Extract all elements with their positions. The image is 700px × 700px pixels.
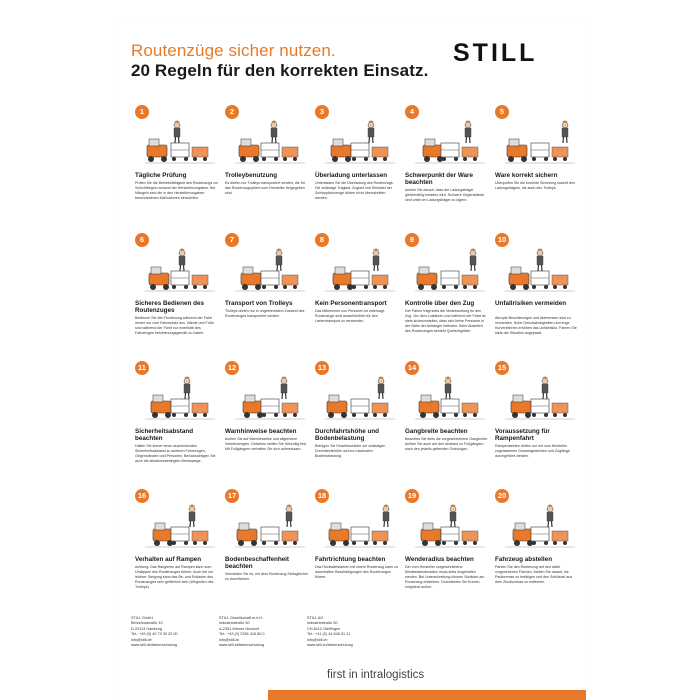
rule-illustration bbox=[407, 109, 487, 171]
rule-text: Achten Sie auf Warnhinweise und allgemeine Verkehrsregeln. Gefahren stellen Sie frühzeitig fest. Mit Fußgängern verhalten Sie sich aufmerksam. bbox=[225, 437, 308, 451]
rule-illustration bbox=[227, 365, 307, 427]
rule-title: Schwerpunkt der Ware beachten bbox=[405, 172, 473, 187]
rule-card bbox=[131, 489, 221, 617]
rule-illustration bbox=[497, 237, 577, 299]
address-link[interactable]: www.still.at/fahrerschulung bbox=[219, 643, 264, 648]
rule-card bbox=[401, 233, 491, 361]
address-link[interactable]: www.still.ch/fahrerschulung bbox=[307, 643, 353, 648]
rule-title: Fahrzeug abstellen bbox=[495, 556, 553, 563]
rule-title: Sicherheitsabstand beachten bbox=[135, 428, 194, 443]
rule-illustration bbox=[227, 237, 307, 299]
address-column bbox=[307, 616, 392, 648]
rule-number-badge: 20 bbox=[495, 489, 509, 503]
rule-number-badge: 15 bbox=[495, 361, 509, 375]
rule-number-badge: 9 bbox=[405, 233, 419, 247]
rule-number-badge: 13 bbox=[315, 361, 329, 375]
rule-illustration bbox=[227, 493, 307, 555]
rule-text: Der vom Hersteller vorgeschriebene Mindestwenderadius muss stets eingehalten werden. Bei Unterschreitung können Schäden am Routenzug entstehen. Durchfahren Sie Kurven möglichst außen. bbox=[405, 565, 485, 589]
rule-title: Trolleybenutzung bbox=[225, 172, 278, 179]
rule-text: Halten Sie immer einen ausreichenden Sicherheitsabstand zu anderen Fahrzeugen, Gegenständen und Personen. Berücksichtigen Sie auch die situationsbedingten Bremswege. bbox=[135, 444, 216, 463]
rule-text: Achten Sie darauf, dass der Ladungsträger gleichmäßig beladen wird. Schwere Gegenstände sind unten im Ladungsträger zu lagern. bbox=[405, 188, 485, 202]
rule-card bbox=[221, 361, 311, 489]
rule-illustration bbox=[497, 365, 577, 427]
rule-number-badge: 18 bbox=[315, 489, 329, 503]
rule-card bbox=[311, 361, 401, 489]
title-line-1: Routenzüge sicher nutzen. bbox=[131, 41, 336, 60]
address-line: Industriestraße 50 bbox=[307, 621, 338, 626]
rule-card bbox=[311, 233, 401, 361]
poster bbox=[113, 19, 586, 700]
rule-text: Vermeiden Sie es, mit dem Routenzug Schlaglöcher zu durchfahren. bbox=[225, 572, 309, 581]
rule-illustration bbox=[137, 109, 217, 171]
rule-card bbox=[131, 233, 221, 361]
rule-number-badge: 19 bbox=[405, 489, 419, 503]
rule-number-badge: 3 bbox=[315, 105, 329, 119]
address-line: STILL Gesellschaft m.b.H. bbox=[219, 616, 264, 620]
rule-title: Durchfahrtshöhe und Bodenbelastung bbox=[315, 428, 380, 443]
address-line: info@still.ch bbox=[307, 637, 328, 642]
tagline: first in intralogistics bbox=[327, 669, 425, 681]
rule-illustration bbox=[317, 493, 397, 555]
rule-text: Rampenfahrten dürfen nur mit vom Hersteller zugelassenen Gesamtgewichten und Zuglänge durchgeführt werden. bbox=[495, 444, 570, 458]
address-line: D-22113 Hamburg bbox=[131, 626, 162, 631]
svg-text:STILL: STILL bbox=[453, 41, 538, 63]
title-line-2: 20 Regeln für den korrekten Einsatz. bbox=[131, 61, 429, 80]
rule-card bbox=[491, 105, 581, 233]
address-line: STILL GmbH bbox=[131, 616, 154, 620]
rule-illustration bbox=[407, 365, 487, 427]
address-column bbox=[131, 616, 216, 648]
address-line: Tel.: +43 (0) 2236 415 80 0 bbox=[219, 632, 265, 637]
rule-text: Befolgen Sie Hinweisschilder zur zulässigen Durchfahrtshöhe und zur maximalen Bodenbelastung. bbox=[315, 444, 386, 458]
rule-text: Bedienen Sie den Routenzug während der Fahrt immer nur vom Fahrerplatz aus. Hände und Füße sind während der Fahrt nur innerhalb des Fahrzeuges bestimmungsgemäß zu halten. bbox=[135, 316, 214, 335]
rule-text: Überprüfen Sie die korrekte Sicherung sowohl des Ladungsträgers, als auch des Trolleys. bbox=[495, 181, 576, 190]
rule-text: Abrupte Beschleunigen und Abbremsen sind zu vermeiden. Hohe Geschwindigkeiten und enge Kurvenfahrten erhöhen das Unfallrisiko. Fahren Sie stets der Situation angepasst. bbox=[495, 316, 577, 335]
rule-title: Gangbreite beachten bbox=[405, 428, 468, 435]
rule-card bbox=[311, 105, 401, 233]
rule-title: Überladung unterlassen bbox=[315, 172, 388, 179]
rule-title: Wenderadius beachten bbox=[405, 556, 474, 563]
rule-title: Tägliche Prüfung bbox=[135, 172, 187, 179]
rule-card bbox=[221, 105, 311, 233]
rule-illustration bbox=[317, 365, 397, 427]
rule-illustration bbox=[137, 365, 217, 427]
rule-text: Beachten Sie stets die vorgeschriebene Gangbreite. Achten Sie auch auf den Abstand zu Fußgängern nach den jeweils geltenden Ordnungen. bbox=[405, 437, 489, 451]
rule-card bbox=[491, 361, 581, 489]
rule-number-badge: 8 bbox=[315, 233, 329, 247]
address-link[interactable]: www.still.de/fahrerschulung bbox=[131, 643, 178, 648]
rule-title: Fahrtrichtung beachten bbox=[315, 556, 386, 563]
address-line: STILL AG bbox=[307, 616, 324, 620]
rule-card bbox=[401, 489, 491, 617]
rule-text: Es dürfen nur Trolleys transportiert werden, die für das Routenzugsystem vom Hersteller freigegeben sind. bbox=[225, 181, 305, 195]
rule-title: Bodenbeschaffenheit beachten bbox=[225, 556, 290, 571]
rule-text: Prüfen Sie die Betriebsfähigkeit des Routenzugs vor Schichtbeginn anhand der Herstellervorgaben. Bei Mängeln sind die in den Herstellervorgaben beschriebenen Maßnahmen einzuleiten. bbox=[135, 181, 219, 200]
rule-illustration bbox=[407, 493, 487, 555]
address-line: Tel.: +41 (0) 44 846 51 11 bbox=[307, 632, 351, 637]
rule-number-badge: 1 bbox=[135, 105, 149, 119]
rule-card bbox=[221, 489, 311, 617]
rule-number-badge: 12 bbox=[225, 361, 239, 375]
address-column bbox=[219, 616, 304, 648]
rule-card bbox=[401, 105, 491, 233]
rule-illustration bbox=[137, 237, 217, 299]
rule-number-badge: 10 bbox=[495, 233, 509, 247]
rule-card bbox=[221, 233, 311, 361]
rule-card bbox=[131, 361, 221, 489]
address-line: Industriestraße 50 bbox=[219, 621, 250, 626]
rule-number-badge: 4 bbox=[405, 105, 419, 119]
address-line: CH-8112 Otelfingen bbox=[307, 626, 341, 631]
rule-title: Ware korrekt sichern bbox=[495, 172, 558, 179]
rule-number-badge: 11 bbox=[135, 361, 149, 375]
rule-title: Verhalten auf Rampen bbox=[135, 556, 202, 563]
rule-illustration bbox=[317, 237, 397, 299]
rule-title: Unfallrisiken vermeiden bbox=[495, 300, 567, 307]
address-line: Berzeliusstraße 10 bbox=[131, 621, 163, 626]
rule-number-badge: 7 bbox=[225, 233, 239, 247]
rule-number-badge: 6 bbox=[135, 233, 149, 247]
rule-text: Trolleys dürfen nur in ungebremstem Zustand des Routenzuges transportiert werden. bbox=[225, 309, 305, 318]
rule-text: Unterlassen Sie die Überladung des Routenzugs. Die zulässige Traglast, Zuglast und Stützlast der Schleppfahrzeuge dürfen nicht überschritten werden. bbox=[315, 181, 394, 200]
rule-text: Das Mitnehmen von Personen ist untersagt. Routenzüge sind ausschließlich für den Lastentransport zu verwenden. bbox=[315, 309, 385, 323]
rule-text: Der Fahrer trägt stets die Verantwortung für den Zug. Vor dem Losfahren und während der Fahrt ist stets sicherzustellen, dass sich keine Personen in der Nähe der Anhänger befinden. Beim Abstellen des Routenzuges besteht Quetschgefahr. bbox=[405, 309, 486, 333]
rule-title: Kontrolle über den Zug bbox=[405, 300, 475, 307]
address-line: info@still.at bbox=[219, 637, 239, 642]
rule-number-badge: 16 bbox=[135, 489, 149, 503]
rule-title: Kein Personentransport bbox=[315, 300, 387, 307]
rule-card bbox=[401, 361, 491, 489]
rule-title: Sicheres Bedienen des Routenzuges bbox=[135, 300, 204, 315]
rule-number-badge: 5 bbox=[495, 105, 509, 119]
rule-card bbox=[491, 233, 581, 361]
address-line: Tel.: +49 (0) 40 73 39 20 00 bbox=[131, 632, 178, 637]
rule-number-badge: 17 bbox=[225, 489, 239, 503]
accent-bar bbox=[268, 690, 586, 700]
still-logo bbox=[453, 41, 571, 63]
rule-illustration bbox=[317, 109, 397, 171]
rule-card bbox=[131, 105, 221, 233]
rule-text: Achtung: Das Rangieren auf Rampen kann zum Umkippen des Routenzuges führen. Auch bei nur leichter Steigung kann das Be- und Entladen des Routenzuges sehr gefährlich sein (Wegrollen des Trolleys). bbox=[135, 565, 214, 589]
rule-title: Voraussetzung für Rampenfahrt bbox=[495, 428, 550, 443]
rule-illustration bbox=[497, 109, 577, 171]
rule-title: Warnhinweise beachten bbox=[225, 428, 297, 435]
address-line: A-2351 Wiener Neudorf bbox=[219, 626, 259, 631]
rule-title: Transport von Trolleys bbox=[225, 300, 293, 307]
rule-card bbox=[491, 489, 581, 617]
rule-text: Das Rückwärtsfahren mit einem Routenzug kann zu dauerhaften Beschädigungen des Routenzuges führen. bbox=[315, 565, 398, 579]
address-line: info@still.de bbox=[131, 637, 152, 642]
rule-illustration bbox=[407, 237, 487, 299]
rule-text: Parken Sie den Routenzug auf den dafür vorgesehenen Flächen. Achten Sie darauf, die Parkbremse zu betätigen und den Schlüssel aus dem Zündschloss zu entfernen. bbox=[495, 565, 573, 584]
rule-illustration bbox=[137, 493, 217, 555]
rule-illustration bbox=[227, 109, 307, 171]
rule-illustration bbox=[497, 493, 577, 555]
rule-card bbox=[311, 489, 401, 617]
rule-number-badge: 14 bbox=[405, 361, 419, 375]
rule-number-badge: 2 bbox=[225, 105, 239, 119]
